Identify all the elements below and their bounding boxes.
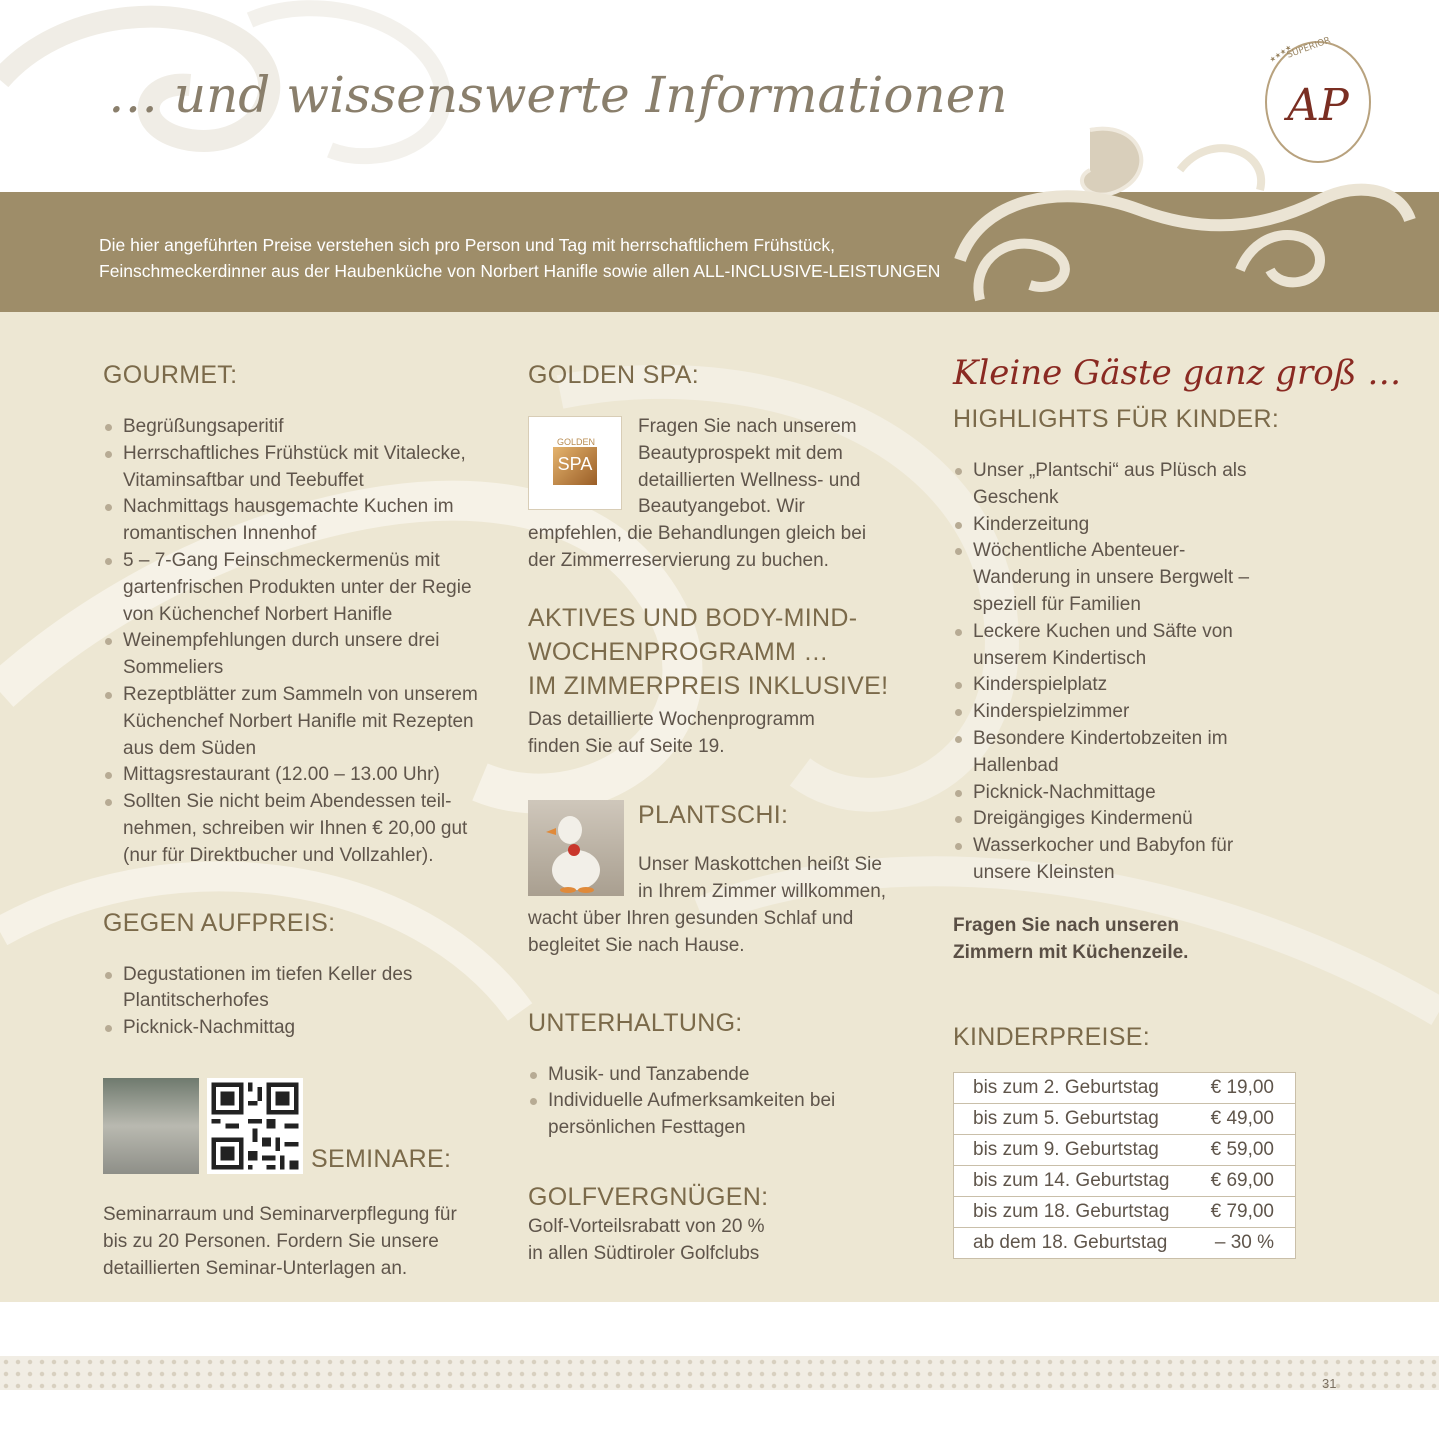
aktiv-heading-line-1: AKTIVES UND BODY-MIND- bbox=[528, 603, 858, 632]
gourmet-heading: GOURMET: bbox=[103, 361, 238, 389]
price-label: bis zum 18. Geburtstag bbox=[954, 1197, 1199, 1228]
golden-spa-logo-big: SPA bbox=[557, 454, 593, 474]
aktiv-heading-line-2: WOCHENPROGRAMM … bbox=[528, 637, 829, 666]
logo-ring-text: SUPERIOR bbox=[1285, 35, 1333, 61]
aktiv-text: Das detaillierte Wochenprogramm finden Sie auf Seite 19. bbox=[528, 708, 815, 757]
spa-heading: GOLDEN SPA: bbox=[528, 361, 699, 389]
price-label: bis zum 2. Geburtstag bbox=[954, 1073, 1199, 1104]
list-item: Leckere Kuchen und Säfte von unserem Kindertisch bbox=[953, 619, 1253, 673]
table-row bbox=[954, 1104, 1296, 1135]
intro-line-2: Feinschmeckerdinner aus der Haubenküche von Norbert Hanifle sowie allen ALL-INCLUSIVE-LEISTUNGEN bbox=[99, 261, 941, 281]
golf-heading: GOLFVERGNÜGEN: bbox=[528, 1182, 769, 1211]
golf-text: Golf-Vorteilsrabatt von 20 % in allen Südtiroler Golfclubs bbox=[528, 1215, 765, 1264]
seminare-heading: SEMINARE: bbox=[311, 1144, 452, 1173]
plantschi-block bbox=[528, 800, 898, 959]
logo-monogram: AP bbox=[1287, 80, 1349, 131]
list-item: Picknick-Nachmittage bbox=[953, 780, 1253, 807]
intro-line-1: Die hier angeführten Preise verstehen sich pro Person und Tag mit herrschaftlichem Frühstück, bbox=[99, 235, 836, 255]
list-item: Mittagsrestaurant (12.00 – 13.00 Uhr) bbox=[103, 762, 483, 789]
price-label: ab dem 18. Geburtstag bbox=[973, 1231, 1168, 1253]
column-left bbox=[103, 358, 483, 1282]
aktiv-heading-line-3: IM ZIMMERPREIS INKLUSIVE! bbox=[528, 671, 889, 700]
list-item: Musik- und Tanzabende bbox=[528, 1062, 898, 1089]
list-item: 5 – 7-Gang Feinschmeckermenüs mit gartenfrischen Produkten unter der Regie von Küchenchef Norbert Hanifle bbox=[103, 548, 483, 628]
kinder-list bbox=[953, 458, 1253, 887]
price-label: bis zum 9. Geburtstag bbox=[954, 1135, 1199, 1166]
list-item: Begrüßungsaperitif bbox=[103, 414, 483, 441]
intro-text bbox=[99, 232, 949, 284]
list-item: Kinderspielplatz bbox=[953, 672, 1253, 699]
list-item: Rezeptblätter zum Sammeln von unserem Küchenchef Norbert Hanifle mit Rezepten aus dem Süden bbox=[103, 682, 483, 762]
list-item: Wasserkocher und Babyfon für unsere Kleinsten bbox=[953, 833, 1253, 887]
list-item: Dreigängiges Kindermenü bbox=[953, 806, 1253, 833]
kinderpreise-heading: KINDERPREISE: bbox=[953, 1023, 1151, 1052]
list-item: Unser „Plantschi“ aus Plüsch als Geschenk bbox=[953, 458, 1253, 512]
column-middle bbox=[528, 358, 898, 1268]
page-number: 31 bbox=[1322, 1376, 1337, 1391]
gourmet-list bbox=[103, 414, 483, 870]
plantschi-heading: PLANTSCHI: bbox=[638, 801, 789, 830]
price-label: bis zum 5. Geburtstag bbox=[954, 1104, 1199, 1135]
seminar-images bbox=[103, 1078, 483, 1174]
golden-spa-logo bbox=[528, 416, 622, 510]
list-item: Herrschaftliches Frühstück mit Vitalecke, Vitaminsaftbar und Teebuffet bbox=[103, 441, 483, 495]
table-row bbox=[954, 1166, 1296, 1197]
unterhaltung-heading: UNTERHALTUNG: bbox=[528, 1008, 743, 1037]
column-right bbox=[953, 350, 1402, 1259]
plantschi-text: Unser Maskottchen heißt Sie in Ihrem Zimmer willkommen, wacht über Ihren gesunden Schlaf und begleitet Sie nach Hause. bbox=[528, 854, 887, 956]
price-value: € 49,00 bbox=[1199, 1104, 1296, 1135]
kinder-script-title: Kleine Gäste ganz groß … bbox=[953, 353, 1402, 393]
list-item: Degustationen im tiefen Keller des Plantitscherhofes bbox=[103, 962, 483, 1016]
seminar-room-photo bbox=[103, 1078, 199, 1174]
footer-pattern bbox=[0, 1356, 1439, 1390]
kinderpreise-table bbox=[953, 1072, 1296, 1259]
list-item: Weinempfehlungen durch unsere drei Sommeliers bbox=[103, 628, 483, 682]
price-value: € 59,00 bbox=[1199, 1135, 1296, 1166]
list-item: Wöchentliche Abenteuer-Wanderung in unsere Bergwelt – speziell für Familien bbox=[953, 538, 1253, 618]
unterhaltung-list bbox=[528, 1062, 898, 1142]
price-value: € 69,00 bbox=[1199, 1166, 1296, 1197]
aktiv-heading bbox=[528, 601, 898, 703]
price-value: – 30 % bbox=[1214, 1231, 1274, 1253]
seminare-text: Seminarraum und Seminarverpflegung für bis zu 20 Personen. Fordern Sie unsere detaillierten Seminar-Unterlagen an. bbox=[103, 1203, 457, 1279]
price-value: € 19,00 bbox=[1199, 1073, 1296, 1104]
list-item: Nachmittags hausgemachte Kuchen im romantischen Innenhof bbox=[103, 494, 483, 548]
golden-spa-logo-small: GOLDEN bbox=[556, 437, 595, 447]
logo-stars: ★★★★ bbox=[1268, 43, 1294, 65]
qr-code[interactable] bbox=[207, 1078, 303, 1174]
aufpreis-list bbox=[103, 962, 483, 1042]
table-row bbox=[954, 1073, 1296, 1104]
plantschi-photo bbox=[528, 800, 624, 896]
kinder-note: Fragen Sie nach unseren Zimmern mit Küchenzeile. bbox=[953, 914, 1189, 963]
spa-text: Fragen Sie nach unserem Beautyprospekt mit dem detaillierten Wellness- und Beautyangebot. Wir empfehlen, die Behandlungen gleich bei der Zimmerreservierung zu buchen. bbox=[528, 416, 867, 571]
price-value: € 79,00 bbox=[1199, 1197, 1296, 1228]
table-row bbox=[954, 1228, 1296, 1259]
price-label: bis zum 14. Geburtstag bbox=[954, 1166, 1199, 1197]
list-item: Individuelle Aufmerksamkeiten bei persönlichen Festtagen bbox=[528, 1088, 898, 1142]
list-item: Picknick-Nachmittag bbox=[103, 1015, 483, 1042]
kinder-heading: HIGHLIGHTS FÜR KINDER: bbox=[953, 405, 1280, 433]
list-item: Besondere Kindertobzeiten im Hallenbad bbox=[953, 726, 1253, 780]
aufpreis-heading: GEGEN AUFPREIS: bbox=[103, 908, 336, 937]
page-title: … und wissenswerte Informationen bbox=[108, 66, 1008, 124]
list-item: Kinderspielzimmer bbox=[953, 699, 1253, 726]
list-item: Sollten Sie nicht beim Abendessen teil-nehmen, schreiben wir Ihnen € 20,00 gut (nur für Direktbucher und Vollzahler). bbox=[103, 789, 483, 869]
list-item: Kinderzeitung bbox=[953, 512, 1253, 539]
spa-block bbox=[528, 414, 898, 575]
table-row bbox=[954, 1197, 1296, 1228]
table-row bbox=[954, 1135, 1296, 1166]
ornament-decoration bbox=[940, 110, 1439, 320]
